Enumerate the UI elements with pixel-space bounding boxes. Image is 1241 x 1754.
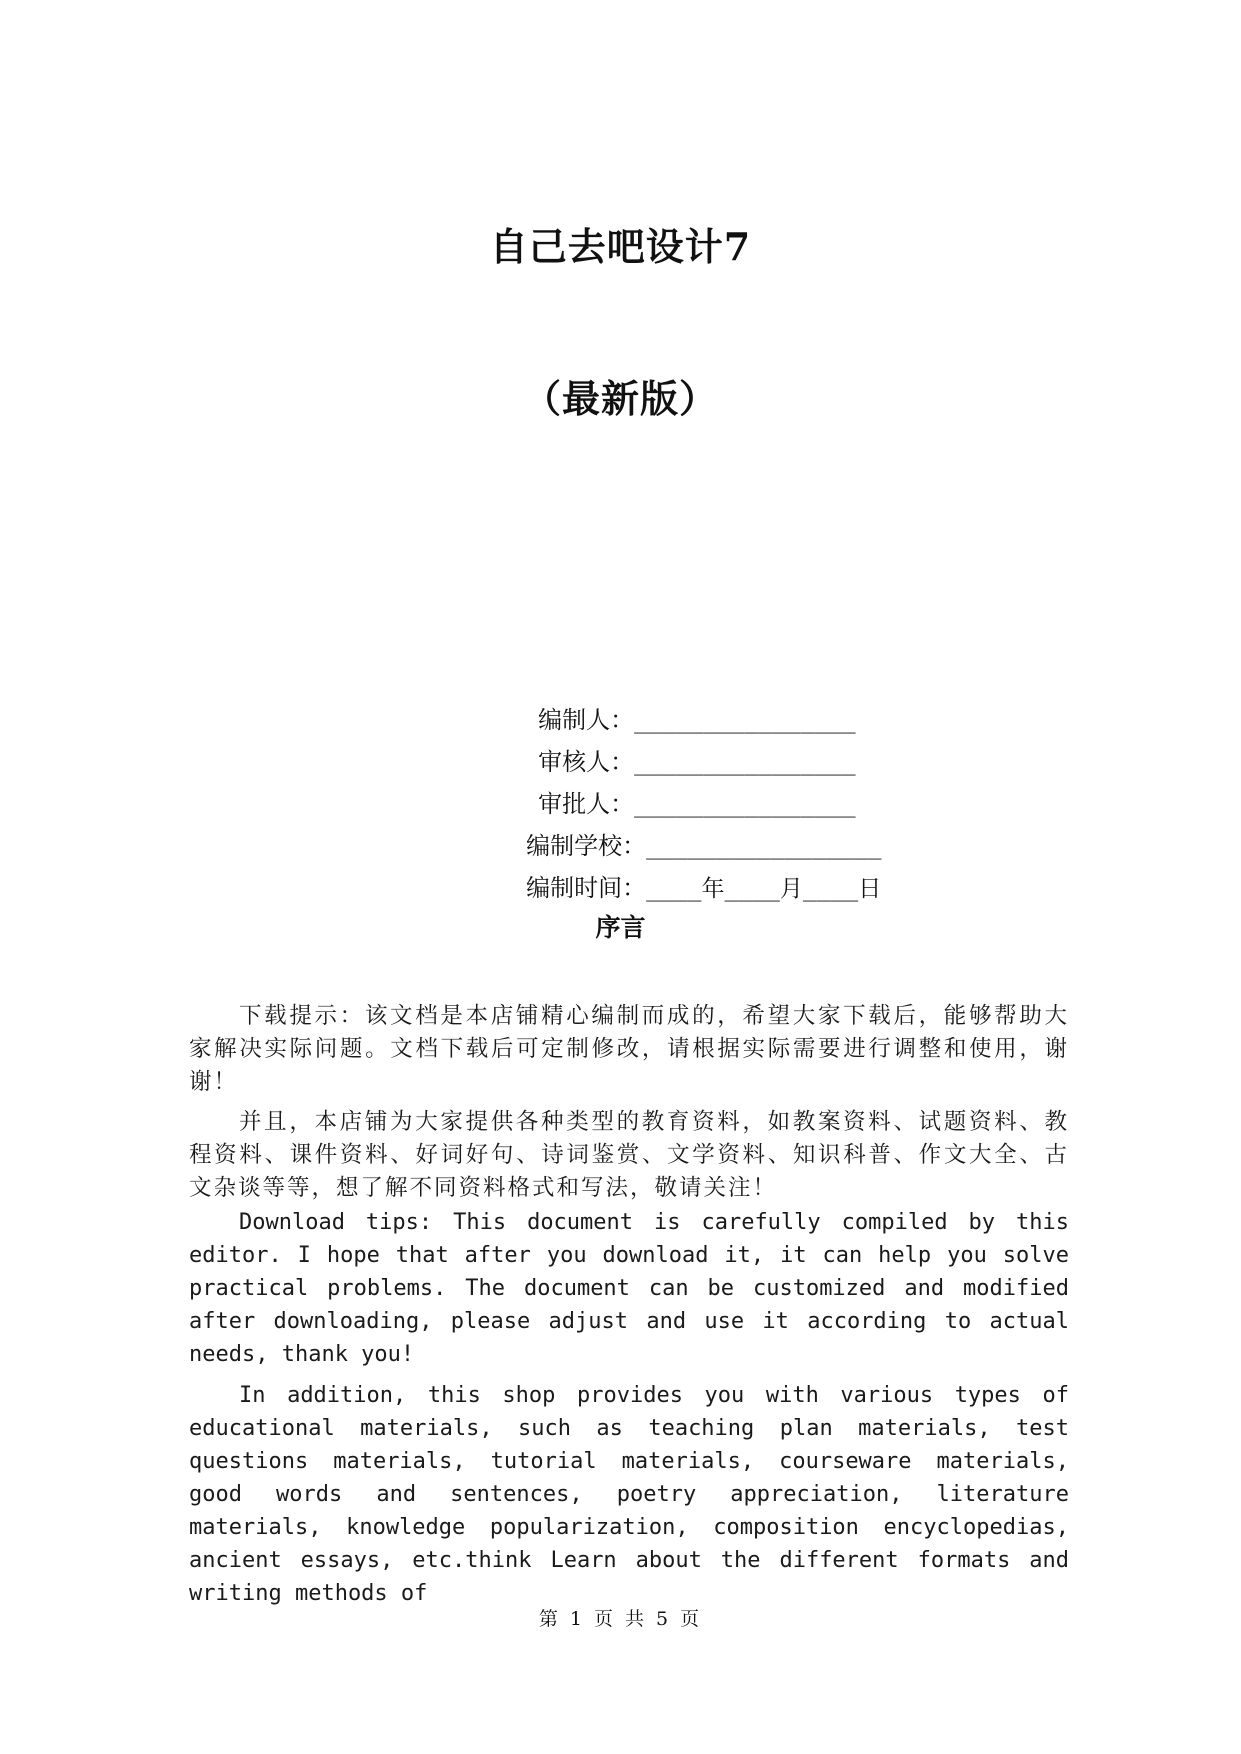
form-blank: ________________ (634, 792, 856, 818)
preface-heading: 序言 (595, 913, 646, 942)
form-blank: ________________ (634, 750, 856, 776)
preface-paragraph-cn-1: 下载提示：该文档是本店铺精心编制而成的，希望大家下载后，能够帮助大家解决实际问题。文档下载后可定制修改，请根据实际需要进行调整和使用，谢谢！ (189, 1003, 1069, 1095)
form-label: 编制时间： (526, 874, 647, 902)
form-row-date (443, 828, 882, 902)
document-title: 自己去吧设计7 (489, 224, 752, 269)
form-row-reviewer (455, 702, 856, 776)
preface-paragraph-en-1: Download tips: This document is carefully compiled by this editor. I hope that after you download it, it can help you solve practical problems. The document can be customized and modified after downloading, please adjust and use it according to actual needs, thank you! (189, 1210, 1069, 1367)
form-blank: ____年____月____日 (646, 876, 882, 902)
form-row-compiler (455, 660, 856, 734)
form-label: 审核人： (538, 748, 635, 776)
document-subtitle: （最新版） (522, 376, 718, 421)
form-blank: _________________ (646, 834, 882, 860)
preface-paragraph-en-2: In addition, this shop provides you with various types of educational materials, such as teaching plan materials, test questions materials, tutorial materials, courseware materials, good words and sentences, poetry appreciation, literature materials, knowledge popularization, composition encyclopedias, ancient essays, etc.think Learn about the different formats and writing methods of (189, 1383, 1069, 1606)
form-label: 审批人： (538, 790, 635, 818)
form-label: 编制人： (538, 706, 635, 734)
form-blank: ________________ (634, 708, 856, 734)
page-number: 第 1 页 共 5 页 (538, 1608, 703, 1630)
form-row-school (443, 786, 882, 860)
preface-paragraph-cn-2: 并且，本店铺为大家提供各种类型的教育资料，如教案资料、试题资料、教程资料、课件资料、好词好句、诗词鉴赏、文学资料、知识科普、作文大全、古文杂谈等等，想了解不同资料格式和写法，敬请关注！ (189, 1109, 1069, 1201)
form-row-approver (455, 744, 856, 818)
form-label: 编制学校： (526, 832, 647, 860)
